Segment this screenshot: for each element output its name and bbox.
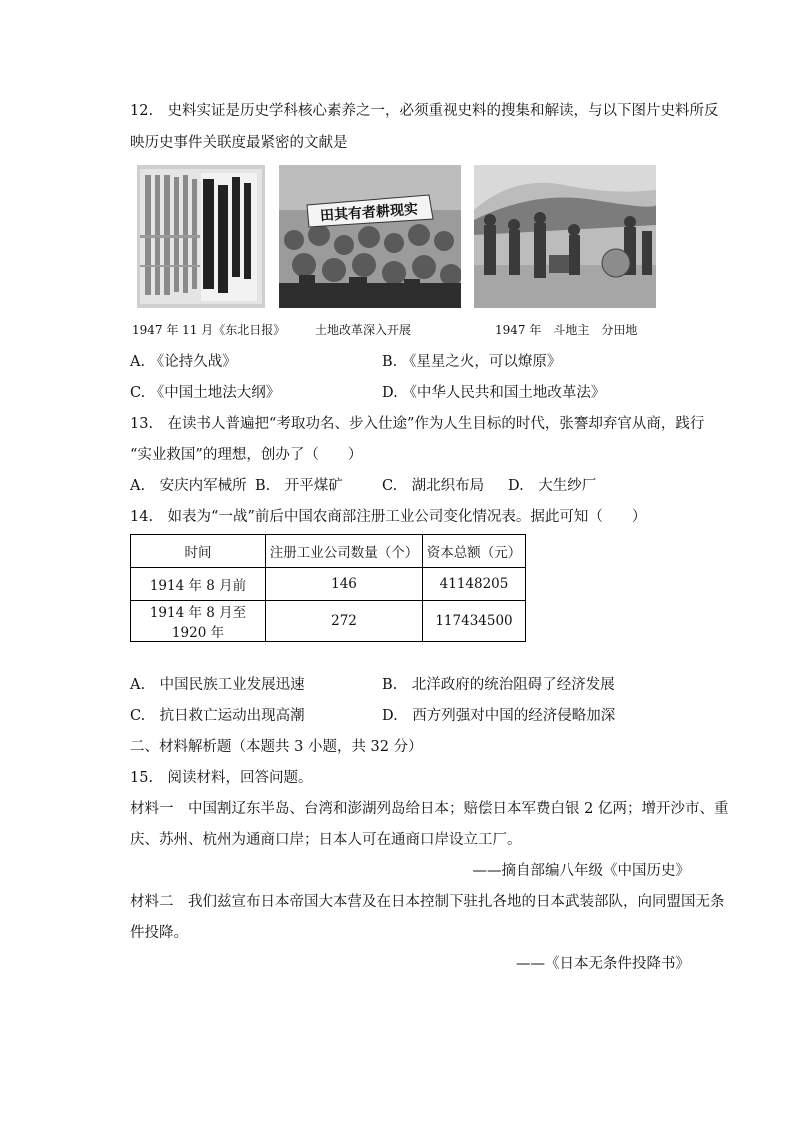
q13-stem-line1: 13. 在读书人普遍把“考取功名、步入仕途”作为人生目标的时代，张謇却弃官从商，践行 <box>130 416 705 432</box>
q12-stem-line1: 12. 史料实证是历史学科核心素养之一，必须重视史料的搜集和解读，与以下图片史料所反 <box>130 103 719 119</box>
table-header-cell: 注册工业公司数量（个） <box>266 535 423 568</box>
q13-option-c: C. 湖北织布局 <box>382 478 485 494</box>
photo3-caption: 1947 年 斗地主 分田地 <box>495 323 638 337</box>
q13-option-b: B. 开平煤矿 <box>255 478 343 494</box>
banner-text: 田其有者耕现实 <box>319 201 419 225</box>
table-row <box>131 568 526 601</box>
photo2-caption: 土地改革深入开展 <box>315 323 412 337</box>
table-cell: 1914 年 8 月前 <box>131 568 266 601</box>
land-reform-crowd-photo <box>279 165 461 308</box>
table-row <box>131 601 526 642</box>
section-heading: 二、材料解析题（本题共 3 小题，共 32 分） <box>130 739 423 755</box>
material2-line1: 材料二 我们兹宣布日本帝国大本营及在日本控制下驻扎各地的日本武装部队，向同盟国无条 <box>130 894 725 910</box>
q14-option-c: C. 抗日救亡运动出现高潮 <box>130 708 305 724</box>
q13-option-d: D. 大生纱厂 <box>508 478 597 494</box>
q14-stem: 14. 如表为“一战”前后中国农商部注册工业公司变化情况表。据此可知（ ） <box>130 509 647 525</box>
material2-source: ——《日本无条件投降书》 <box>516 956 690 972</box>
table-cell: 41148205 <box>423 568 526 601</box>
material1-line2: 庆、苏州、杭州为通商口岸；日本人可在通商口岸设立工厂。 <box>130 832 522 848</box>
table-header-cell: 时间 <box>131 535 266 568</box>
q12-option-b: B. 《星星之火，可以燎原》 <box>382 354 562 370</box>
material2-line2: 件投降。 <box>130 925 188 941</box>
table-header-row <box>131 535 526 568</box>
q14-option-a: A. 中国民族工业发展迅速 <box>130 677 305 693</box>
material1-line1: 材料一 中国割辽东半岛、台湾和澎湖列岛给日本；赔偿日本军费白银 2 亿两；增开沙市、重 <box>130 801 729 817</box>
q12-stem-line2: 映历史事件关联度最紧密的文献是 <box>130 135 348 151</box>
q15-stem: 15. 阅读材料，回答问题。 <box>130 770 313 786</box>
photo1-caption: 1947 年 11 月《东北日报》 <box>132 323 286 337</box>
q12-option-d: D. 《中华人民共和国土地改革法》 <box>382 385 606 401</box>
material1-source: ——摘自部编八年级《中国历史》 <box>472 863 690 879</box>
q13-option-a: A. 安庆内军械所 <box>130 478 247 494</box>
newspaper-photo <box>137 165 265 308</box>
table-cell: 117434500 <box>423 601 526 642</box>
company-stats-table <box>130 534 526 642</box>
q12-option-c: C. 《中国土地法大纲》 <box>130 385 281 401</box>
villagers-photo <box>474 165 656 308</box>
q14-option-d: D. 西方列强对中国的经济侵略加深 <box>382 708 616 724</box>
q14-option-b: B. 北洋政府的统治阻碍了经济发展 <box>382 677 615 693</box>
table-cell: 146 <box>266 568 423 601</box>
table-cell: 1914 年 8 月至 1920 年 <box>131 601 266 642</box>
table-cell: 272 <box>266 601 423 642</box>
q13-stem-line2: “实业救国”的理想，创办了（ ） <box>130 447 363 463</box>
table-header-cell: 资本总额（元） <box>423 535 526 568</box>
q12-option-a: A. 《论持久战》 <box>130 354 237 370</box>
